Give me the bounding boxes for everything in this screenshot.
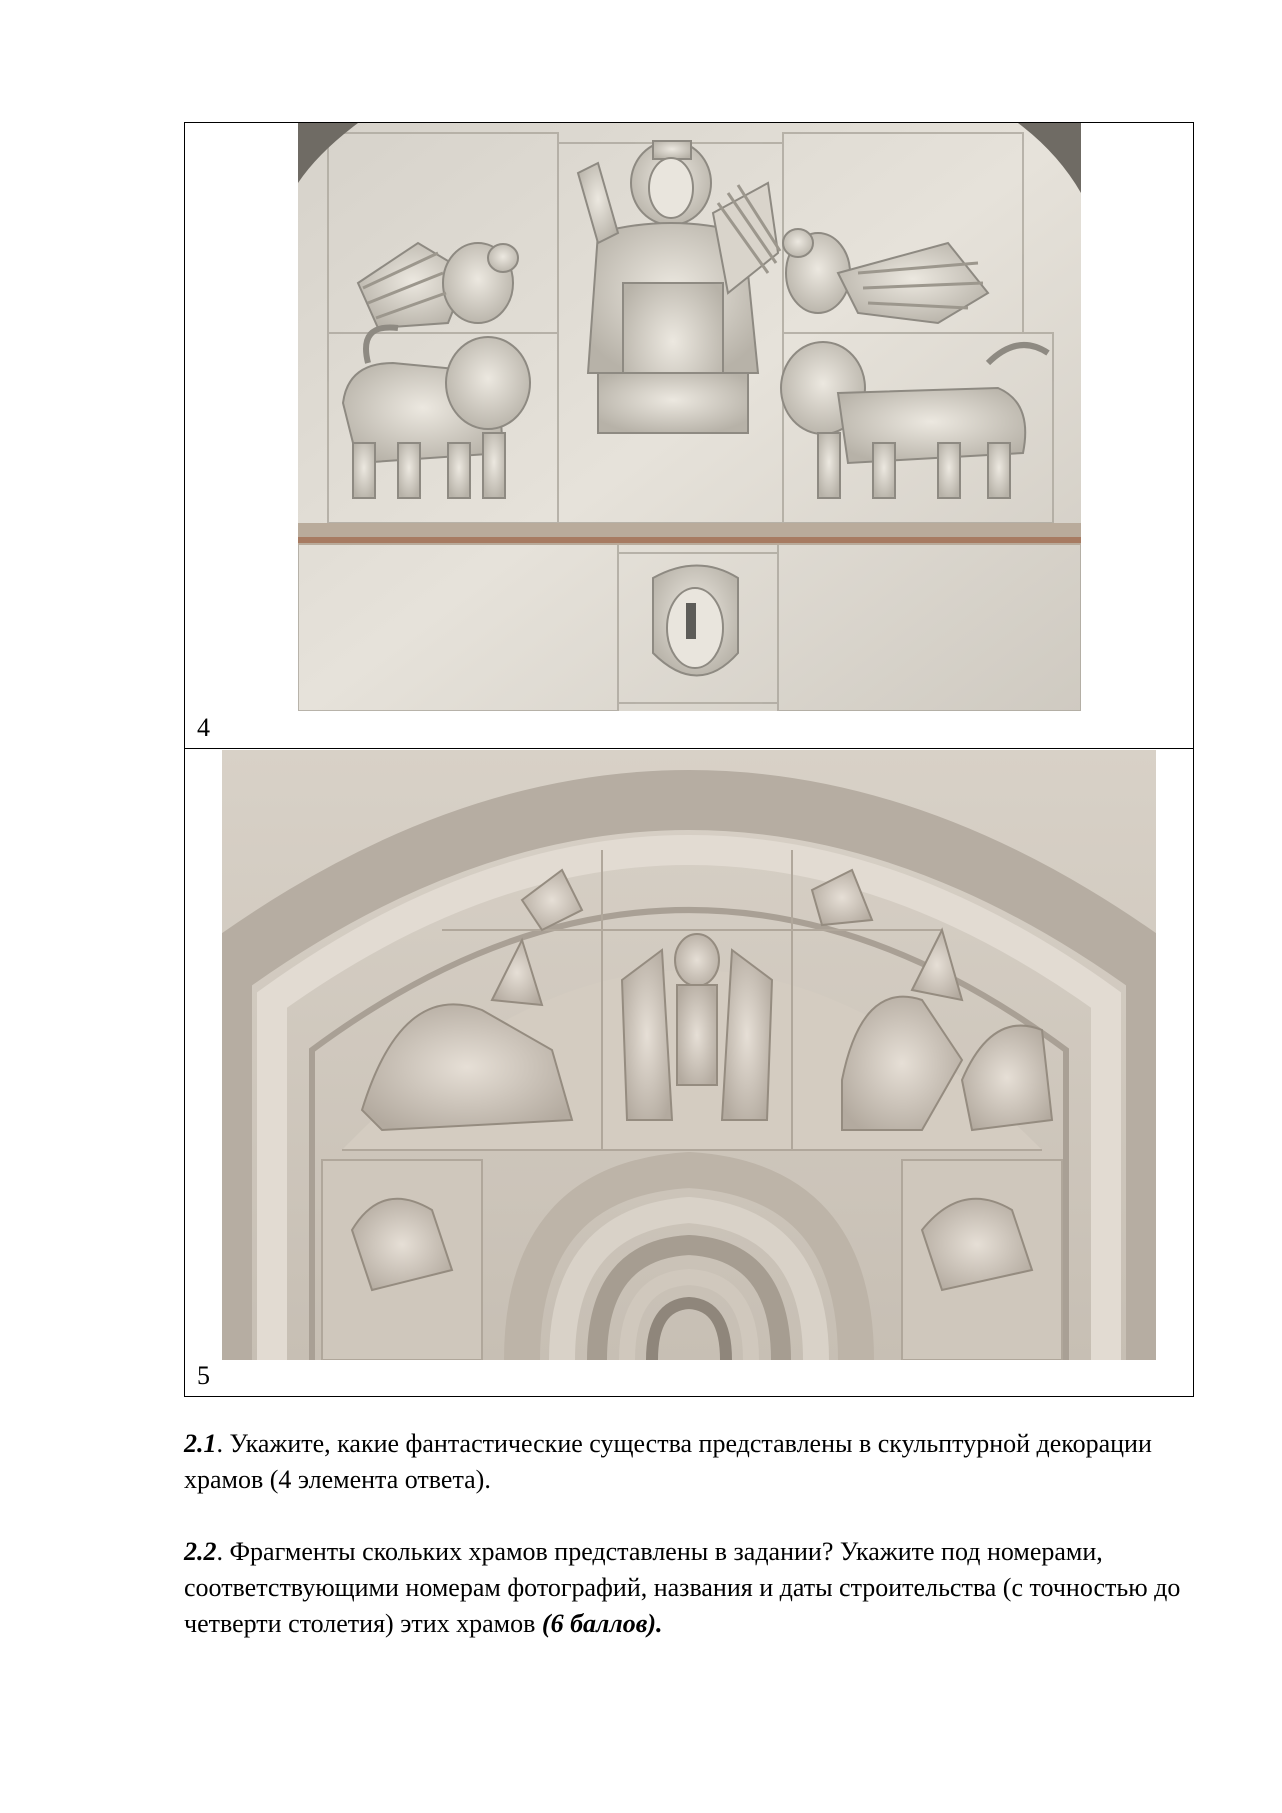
- photo-5-relief: [222, 750, 1156, 1360]
- task-2-2-text: . Фрагменты скольких храмов представлены в задании? Укажите под номерами, соответствующими номерам фотографий, названия и даты строительства (с точностью до четверти столетия) этих храмов: [184, 1537, 1181, 1638]
- task-2-1-text: . Укажите, какие фантастические существа представлены в скульптурной декорации храмов (4 элемента ответа).: [184, 1429, 1152, 1494]
- photo-table: [184, 122, 1194, 1397]
- photo-5-number: 5: [197, 1361, 210, 1390]
- task-2-2-number: 2.2: [184, 1537, 217, 1566]
- photo-4-relief: [298, 123, 1081, 711]
- task-2-2: [184, 1534, 1194, 1642]
- task-2-2-points: (6 баллов): [541, 1609, 656, 1638]
- table-row-divider: [185, 748, 1193, 749]
- task-2-1-number: 2.1: [184, 1429, 217, 1458]
- photo-4-number: 4: [197, 713, 210, 742]
- task-2-2-end: .: [656, 1609, 663, 1638]
- photo-4-image: [298, 123, 1081, 711]
- task-2-1: [184, 1426, 1194, 1498]
- photo-5-image: [222, 750, 1156, 1360]
